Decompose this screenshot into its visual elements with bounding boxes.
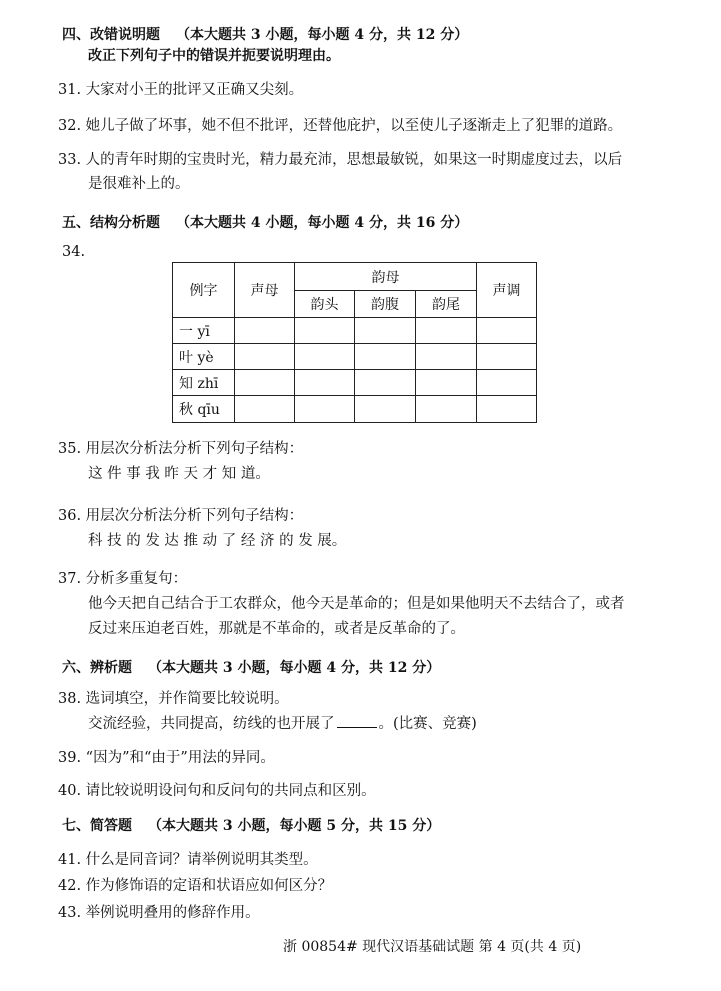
answer-cell[interactable] xyxy=(477,396,537,423)
question-text: 她儿子做了坏事，她不但不批评，还替他庇护，以至使儿子逐渐走上了犯罪的道路。 xyxy=(85,118,623,134)
question-text: 什么是同音词？请举例说明其类型。 xyxy=(85,852,318,868)
answer-cell[interactable] xyxy=(355,396,416,423)
question-34-number: 34. xyxy=(62,244,86,260)
header-final: 韵母 xyxy=(295,263,477,291)
section-4-instruction: 改正下列句子中的错误并扼要说明理由。 xyxy=(88,48,340,64)
question-number: 39. xyxy=(58,750,82,766)
question-35 xyxy=(58,437,303,458)
table-row xyxy=(173,396,537,423)
question-32 xyxy=(58,114,622,135)
question-37-line1: 他今天把自己结合于工农群众，他今天是革命的；但是如果他明天不去结合了，或者 xyxy=(88,596,625,612)
header-final-tail: 韵尾 xyxy=(416,291,477,318)
answer-cell[interactable] xyxy=(235,370,295,396)
answer-cell[interactable] xyxy=(355,344,416,370)
question-36-sentence: 科 技 的 发 达 推 动 了 经 济 的 发 展。 xyxy=(88,533,347,549)
question-text: “因为”和“由于”用法的异同。 xyxy=(85,750,275,766)
header-example-char: 例字 xyxy=(173,263,235,318)
question-38-fill-line xyxy=(88,712,477,733)
answer-cell[interactable] xyxy=(235,344,295,370)
question-number: 42. xyxy=(58,878,82,894)
question-31 xyxy=(58,78,303,99)
answer-cell[interactable] xyxy=(295,396,355,423)
section-title: 四、改错说明题 xyxy=(62,27,160,43)
table-header-row xyxy=(173,263,537,291)
question-number: 35. xyxy=(58,441,82,457)
header-initial: 声母 xyxy=(235,263,295,318)
example-char-cell: 秋 qīu xyxy=(173,396,235,423)
section-note: （本大题共 3 小题，每小题 4 分，共 12 分） xyxy=(148,660,441,676)
example-char-cell: 知 zhī xyxy=(173,370,235,396)
answer-cell[interactable] xyxy=(477,344,537,370)
question-text: 用层次分析法分析下列句子结构： xyxy=(85,441,304,457)
section-title: 五、结构分析题 xyxy=(62,215,160,231)
section-title: 六、辨析题 xyxy=(62,660,132,676)
question-number: 43. xyxy=(58,905,82,921)
question-number: 38. xyxy=(58,691,82,707)
question-text: 大家对小王的批评又正确又尖刻。 xyxy=(85,82,304,98)
fill-blank[interactable] xyxy=(337,715,377,728)
question-number: 32. xyxy=(58,118,82,134)
header-final-belly: 韵腹 xyxy=(355,291,416,318)
question-33 xyxy=(58,148,622,169)
section-6-heading xyxy=(62,657,440,677)
question-33-line2: 是很难补上的。 xyxy=(88,176,190,192)
answer-cell[interactable] xyxy=(235,396,295,423)
answer-cell[interactable] xyxy=(235,318,295,344)
question-43 xyxy=(58,901,260,922)
answer-cell[interactable] xyxy=(355,318,416,344)
question-text: 分析多重复句： xyxy=(85,571,188,587)
question-40 xyxy=(58,779,376,800)
section-title: 七、简答题 xyxy=(62,818,132,834)
table-row xyxy=(173,370,537,396)
section-4-heading xyxy=(62,24,468,44)
table-row xyxy=(173,344,537,370)
question-39 xyxy=(58,746,275,767)
answer-cell[interactable] xyxy=(416,370,477,396)
section-note: （本大题共 4 小题，每小题 4 分，共 16 分） xyxy=(176,215,469,231)
section-note: （本大题共 3 小题，每小题 4 分，共 12 分） xyxy=(176,27,469,43)
answer-cell[interactable] xyxy=(355,370,416,396)
fill-text-after: 。(比赛、竞赛) xyxy=(378,716,477,732)
section-7-heading xyxy=(62,815,440,835)
question-number: 31. xyxy=(58,82,82,98)
question-text: 用层次分析法分析下列句子结构： xyxy=(85,508,304,524)
question-41 xyxy=(58,848,318,869)
question-number: 37. xyxy=(58,571,82,587)
question-text: 举例说明叠用的修辞作用。 xyxy=(85,905,260,921)
header-tone: 声调 xyxy=(477,263,537,318)
example-char-cell: 一 yī xyxy=(173,318,235,344)
page-footer: 浙 00854# 现代汉语基础试题 第 4 页(共 4 页) xyxy=(283,939,582,955)
question-number: 40. xyxy=(58,783,82,799)
header-final-head: 韵头 xyxy=(295,291,355,318)
question-42 xyxy=(58,874,332,895)
question-text: 作为修饰语的定语和状语应如何区分？ xyxy=(85,878,333,894)
question-number: 41. xyxy=(58,852,82,868)
question-37-line2: 反过来压迫老百姓，那就是不革命的，或者是反革命的了。 xyxy=(88,621,465,637)
question-38 xyxy=(58,687,289,708)
question-text: 选词填空，并作简要比较说明。 xyxy=(85,691,289,707)
question-37 xyxy=(58,567,187,588)
question-36 xyxy=(58,504,303,525)
question-number: 33. xyxy=(58,152,82,168)
answer-cell[interactable] xyxy=(295,318,355,344)
answer-cell[interactable] xyxy=(416,344,477,370)
answer-cell[interactable] xyxy=(295,344,355,370)
phonetic-table xyxy=(172,262,537,423)
answer-cell[interactable] xyxy=(295,370,355,396)
answer-cell[interactable] xyxy=(416,318,477,344)
table-row xyxy=(173,318,537,344)
fill-text-before: 交流经验，共同提高，纺线的也开展了 xyxy=(88,716,335,732)
answer-cell[interactable] xyxy=(477,318,537,344)
section-5-heading xyxy=(62,212,468,232)
answer-cell[interactable] xyxy=(416,396,477,423)
question-number: 36. xyxy=(58,508,82,524)
example-char-cell: 叶 yè xyxy=(173,344,235,370)
answer-cell[interactable] xyxy=(477,370,537,396)
question-text: 请比较说明设问句和反问句的共同点和区别。 xyxy=(85,783,376,799)
section-note: （本大题共 3 小题，每小题 5 分，共 15 分） xyxy=(148,818,441,834)
question-35-sentence: 这 件 事 我 昨 天 才 知 道。 xyxy=(88,466,270,482)
question-text: 人的青年时期的宝贵时光，精力最充沛，思想最敏锐，如果这一时期虚度过去，以后 xyxy=(85,152,623,168)
